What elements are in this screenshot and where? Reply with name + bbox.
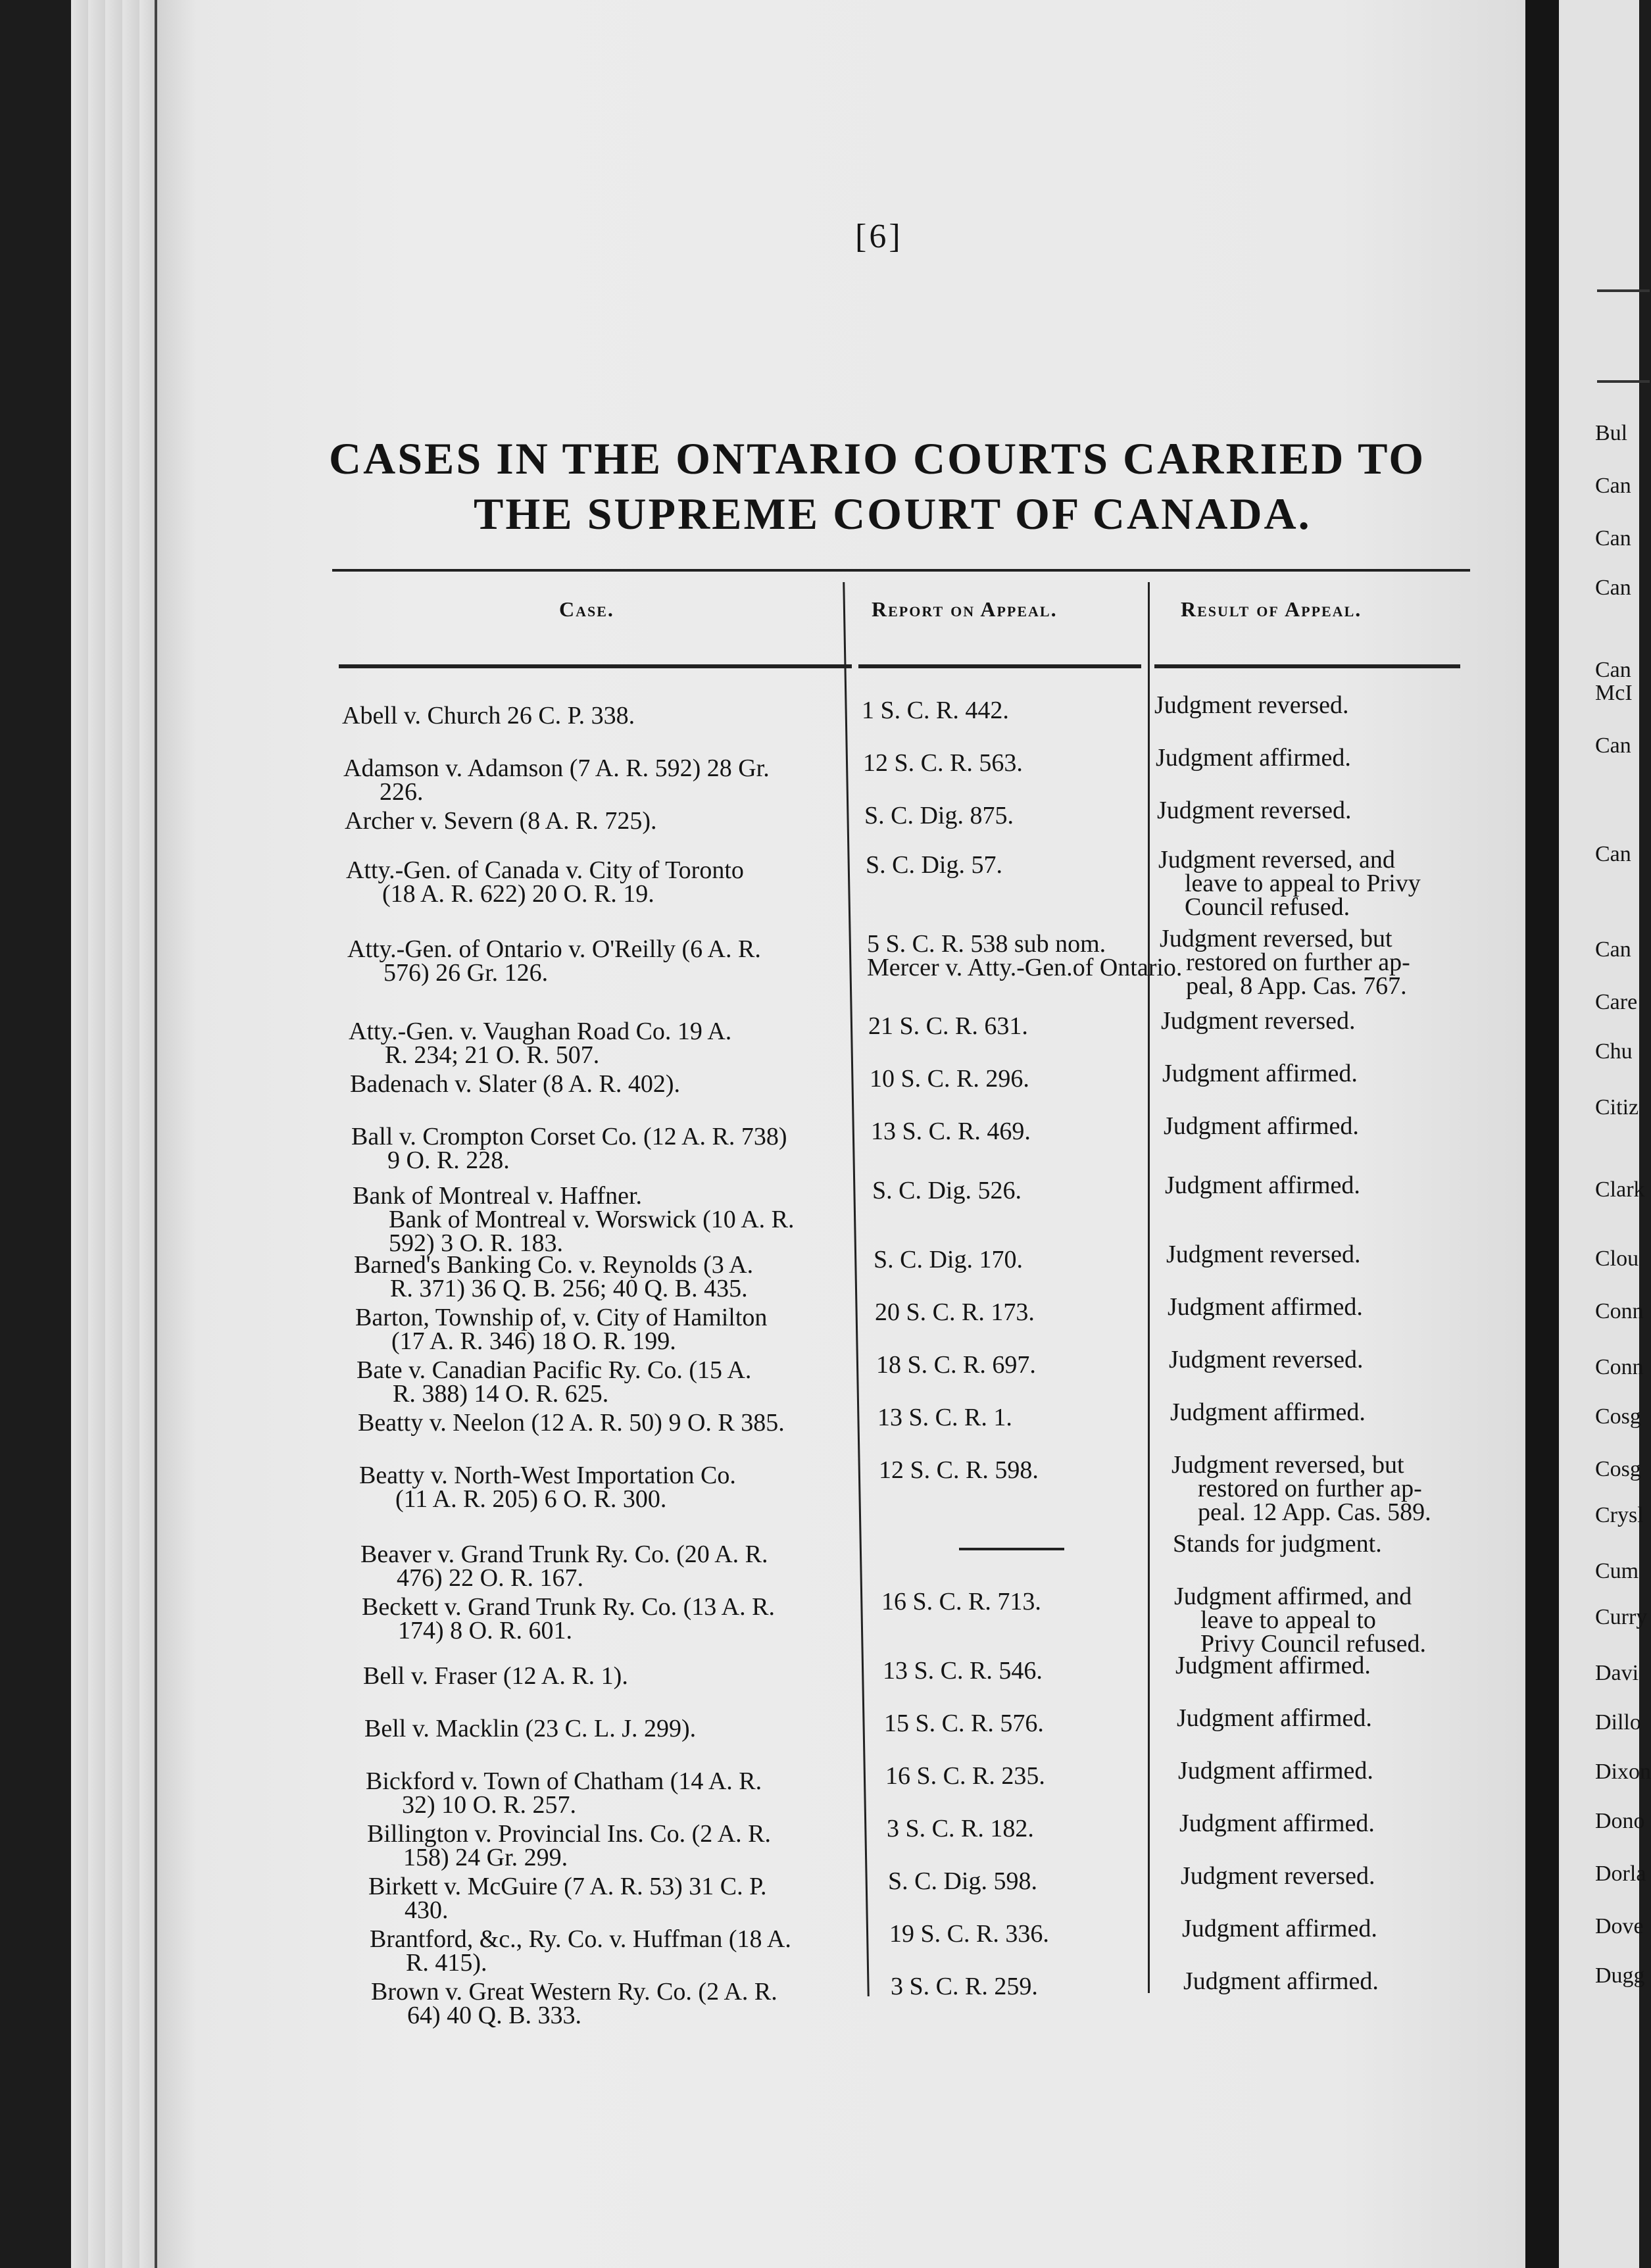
- report-cell-line: Mercer v. Atty.-Gen.: [867, 954, 1073, 981]
- report-cell: [885, 1764, 1045, 1788]
- case-cell-line: Adamson v. Adamson (7 A. R. 592) 28 Gr.: [343, 754, 770, 782]
- report-cell: [891, 1975, 1038, 1998]
- case-cell-line: Archer v. Severn (8 A. R. 725).: [345, 807, 657, 835]
- result-cell-line: Judgment reversed, and: [1158, 846, 1395, 874]
- result-cell: [1174, 1585, 1483, 1656]
- case-cell-line: Beckett v. Grand Trunk Ry. Co. (13 A. R.: [362, 1593, 775, 1621]
- report-cell-line: 1 S. C. R. 442.: [862, 697, 1009, 724]
- facing-page-fragment: Clou: [1595, 1246, 1639, 1271]
- report-cell: [874, 1248, 1023, 1271]
- facing-page-fragment: Cosg: [1595, 1404, 1641, 1429]
- result-cell-line: Judgment affirmed.: [1183, 1967, 1379, 1995]
- result-cell-line: Judgment reversed.: [1157, 797, 1352, 824]
- report-cell-line: S. C. Dig. 526.: [872, 1177, 1022, 1204]
- facing-page-fragment: Bul: [1595, 421, 1628, 445]
- case-cell-line: 592) 3 O. R. 183.: [389, 1229, 563, 1257]
- report-cell: [888, 1869, 1037, 1893]
- result-cell: [1158, 848, 1467, 919]
- result-cell: [1181, 1864, 1490, 1888]
- result-cell-line: Judgment reversed, but: [1171, 1451, 1404, 1479]
- case-cell-line: 158) 24 Gr. 299.: [403, 1844, 568, 1871]
- case-cell-line: Bell v. Fraser (12 A. R. 1).: [363, 1662, 628, 1690]
- case-cell: [367, 1822, 906, 1869]
- report-cell: [877, 1406, 1012, 1429]
- header-rule-result: [1154, 664, 1460, 668]
- case-cell-line: Bate v. Canadian Pacific Ry. Co. (15 A.: [357, 1356, 752, 1384]
- result-cell: [1177, 1706, 1486, 1730]
- report-cell: [862, 699, 1009, 722]
- result-cell: [1166, 1243, 1475, 1266]
- report-cell-line: 13 S. C. R. 1.: [877, 1404, 1012, 1431]
- case-cell-line: (17 A. R. 346) 18 O. R. 199.: [391, 1327, 676, 1355]
- result-cell-line: leave to appeal to: [1200, 1606, 1376, 1634]
- report-cell-line: 15 S. C. R. 576.: [884, 1710, 1044, 1737]
- facing-page-fragment: Clark: [1595, 1177, 1645, 1202]
- case-cell: [347, 937, 887, 985]
- case-cell-line: 174) 8 O. R. 601.: [398, 1617, 572, 1644]
- report-cell-line: S. C. Dig. 170.: [874, 1246, 1023, 1273]
- result-cell-line: Judgment affirmed, and: [1174, 1583, 1412, 1610]
- facing-page-fragment: Crysl: [1595, 1503, 1644, 1527]
- header-rule-case: [339, 664, 852, 668]
- case-cell-line: 64) 40 Q. B. 333.: [407, 2002, 581, 2029]
- result-cell: [1162, 1062, 1471, 1085]
- report-cell-line: 3 S. C. R. 259.: [891, 1973, 1038, 2000]
- case-cell-line: Bickford v. Town of Chatham (14 A. R.: [366, 1767, 762, 1795]
- case-cell: [363, 1664, 902, 1688]
- case-cell-line: 576) 26 Gr. 126.: [383, 959, 549, 987]
- case-cell: [342, 704, 881, 727]
- case-cell-line: Badenach v. Slater (8 A. R. 402).: [350, 1070, 680, 1098]
- case-cell-line: Barned's Banking Co. v. Reynolds (3 A.: [354, 1251, 754, 1279]
- case-cell-line: R. 388) 14 O. R. 625.: [393, 1380, 609, 1408]
- result-cell: [1169, 1348, 1478, 1371]
- result-cell-line: restored on further ap-: [1198, 1475, 1422, 1502]
- report-cell-line: 3 S. C. R. 182.: [887, 1815, 1034, 1842]
- case-cell: [345, 809, 884, 833]
- result-cell-line: restored on further ap-: [1186, 949, 1410, 976]
- result-cell-line: peal, 8 App. Cas. 767.: [1186, 972, 1407, 1000]
- case-cell-line: (11 A. R. 205) 6 O. R. 300.: [395, 1485, 667, 1513]
- column-header-report: Report on Appeal.: [872, 597, 1058, 621]
- report-cell-line: S. C. Dig. 598.: [888, 1867, 1037, 1895]
- report-cell: [889, 1922, 1049, 1946]
- result-cell: [1182, 1917, 1491, 1940]
- result-cell-line: peal. 12 App. Cas. 589.: [1198, 1498, 1431, 1526]
- facing-page-fragment: Can: [1595, 526, 1631, 551]
- result-cell-line: Judgment affirmed.: [1170, 1398, 1366, 1426]
- result-cell: [1170, 1400, 1479, 1424]
- facing-page-fragment: Can: [1595, 842, 1631, 866]
- facing-page-fragment: Care: [1595, 990, 1638, 1014]
- case-cell-line: 32) 10 O. R. 257.: [402, 1791, 576, 1819]
- facing-page-fragment: Cosg: [1595, 1457, 1641, 1481]
- case-cell-line: Abell v. Church 26 C. P. 338.: [342, 702, 635, 729]
- result-cell: [1178, 1759, 1487, 1783]
- result-cell: [1173, 1532, 1482, 1556]
- report-cell: [866, 853, 1002, 877]
- result-cell-line: Judgment reversed.: [1169, 1346, 1364, 1373]
- result-cell-line: Judgment affirmed.: [1179, 1810, 1375, 1837]
- case-cell-line: Beatty v. Neelon (12 A. R. 50) 9 O. R 385.: [358, 1409, 785, 1437]
- result-cell-line: leave to appeal to Privy: [1185, 870, 1421, 897]
- facing-page: [1559, 0, 1651, 2268]
- facing-page-fragment: Conn: [1595, 1355, 1644, 1379]
- case-cell: [351, 1125, 891, 1172]
- case-cell-line: 476) 22 O. R. 167.: [397, 1564, 583, 1592]
- report-cell-line: 16 S. C. R. 235.: [885, 1762, 1045, 1790]
- facing-page-fragment: Dono: [1595, 1809, 1645, 1833]
- result-cell-line: Privy Council refused.: [1200, 1630, 1427, 1658]
- result-cell: [1156, 746, 1465, 770]
- result-cell-line: Judgment affirmed.: [1168, 1293, 1363, 1321]
- report-cell: [875, 1300, 1035, 1324]
- case-cell: [355, 1306, 895, 1353]
- facing-page-fragment: Curry: [1595, 1605, 1648, 1629]
- case-cell-line: Barton, Township of, v. City of Hamilton: [355, 1304, 768, 1331]
- facing-rule: [1597, 289, 1650, 292]
- report-cell-line: 10 S. C. R. 296.: [870, 1065, 1029, 1093]
- case-cell: [364, 1717, 904, 1740]
- report-cell-line: 13 S. C. R. 469.: [871, 1118, 1031, 1145]
- report-pending-dash: [959, 1548, 1064, 1550]
- result-cell-line: Stands for judgment.: [1173, 1530, 1382, 1558]
- case-cell: [354, 1253, 893, 1300]
- report-cell-line: 5 S. C. R. 538 sub nom.: [867, 930, 1106, 958]
- report-cell-line: S. C. Dig. 875.: [864, 802, 1014, 829]
- case-cell-line: Beatty v. North-West Importation Co.: [359, 1462, 736, 1489]
- result-cell: [1171, 1453, 1481, 1524]
- result-cell-line: Judgment affirmed.: [1165, 1171, 1360, 1199]
- case-cell-line: Atty.-Gen. of Canada v. City of Toronto: [346, 856, 744, 884]
- case-cell-line: Billington v. Provincial Ins. Co. (2 A. R.: [367, 1820, 771, 1848]
- case-cell: [366, 1769, 905, 1817]
- case-cell: [343, 756, 883, 804]
- facing-page-fragment: Can: [1595, 733, 1631, 758]
- result-cell: [1160, 927, 1469, 998]
- facing-page-fragment: Dove: [1595, 1914, 1644, 1938]
- result-cell-line: Judgment reversed.: [1161, 1007, 1356, 1035]
- report-cell: [884, 1712, 1044, 1735]
- report-cell: [872, 1179, 1022, 1202]
- report-cell-line: 13 S. C. R. 546.: [883, 1657, 1043, 1685]
- page-title: [329, 431, 1480, 541]
- facing-page-fragment: Can: [1595, 474, 1631, 498]
- case-cell-line: Ball v. Crompton Corset Co. (12 A. R. 738): [351, 1123, 787, 1150]
- report-cell: [883, 1659, 1043, 1683]
- result-cell-line: Judgment affirmed.: [1162, 1060, 1358, 1087]
- report-cell-line: 12 S. C. R. 598.: [879, 1456, 1039, 1484]
- result-cell-line: Judgment affirmed.: [1178, 1757, 1373, 1785]
- case-cell-line: Atty.-Gen. of Ontario v. O'Reilly (6 A. R.: [347, 935, 761, 963]
- case-cell-line: Bank of Montreal v. Worswick (10 A. R.: [389, 1206, 795, 1233]
- result-cell-line: Judgment affirmed.: [1156, 744, 1351, 772]
- case-cell: [346, 858, 885, 906]
- case-cell: [360, 1542, 900, 1590]
- facing-page-fragment: Chu: [1595, 1039, 1633, 1064]
- result-cell-line: Judgment reversed.: [1181, 1862, 1375, 1890]
- result-cell: [1179, 1812, 1489, 1835]
- result-cell-line: Judgment affirmed.: [1164, 1112, 1359, 1140]
- case-cell: [368, 1875, 908, 1922]
- facing-page-fragment: McI: [1595, 681, 1633, 705]
- report-cell: [879, 1458, 1039, 1482]
- title-rule: [332, 569, 1470, 572]
- report-cell-line: 18 S. C. R. 697.: [876, 1351, 1036, 1379]
- report-cell: [881, 1590, 1041, 1614]
- result-cell: [1157, 799, 1466, 822]
- report-cell-line: of Ontario.: [1072, 954, 1183, 981]
- case-cell-line: 9 O. R. 228.: [387, 1146, 510, 1174]
- facing-page-fragment: Cum: [1595, 1559, 1639, 1583]
- report-cell-line: 12 S. C. R. 563.: [863, 749, 1023, 777]
- report-cell: [871, 1120, 1031, 1143]
- facing-page-fragment: Davi: [1595, 1661, 1639, 1685]
- result-cell-line: Judgment reversed.: [1166, 1241, 1361, 1268]
- column-header-result: Result of Appeal.: [1181, 597, 1362, 621]
- title-line-1: CASES IN THE ONTARIO COURTS CARRIED TO: [329, 433, 1426, 483]
- case-cell-line: Bell v. Macklin (23 C. L. J. 299).: [364, 1715, 697, 1742]
- report-cell: [887, 1817, 1034, 1840]
- report-cell: [867, 932, 1182, 979]
- facing-page-fragment: Citiz: [1595, 1095, 1639, 1120]
- case-cell: [350, 1072, 889, 1096]
- result-cell-line: Judgment affirmed.: [1175, 1652, 1371, 1679]
- column-divider-2: [1148, 582, 1150, 1993]
- report-cell: [876, 1353, 1036, 1377]
- case-cell: [353, 1184, 892, 1255]
- page-number: [6]: [855, 218, 903, 255]
- case-cell: [357, 1358, 896, 1406]
- case-cell-line: (18 A. R. 622) 20 O. R. 19.: [382, 880, 654, 908]
- facing-page-fragment: Conn: [1595, 1299, 1644, 1323]
- page-gutter: [1523, 0, 1559, 2268]
- facing-page-fragment: Dixon: [1595, 1760, 1651, 1784]
- case-cell-line: R. 415).: [406, 1949, 487, 1977]
- report-cell: [870, 1067, 1029, 1091]
- result-cell: [1165, 1173, 1474, 1197]
- case-cell-line: Atty.-Gen. v. Vaughan Road Co. 19 A.: [349, 1018, 732, 1045]
- facing-page-fragment: Dillo: [1595, 1710, 1641, 1735]
- report-cell-line: 19 S. C. R. 336.: [889, 1920, 1049, 1948]
- result-cell: [1164, 1114, 1473, 1138]
- facing-page-fragment: Can: [1595, 576, 1631, 600]
- case-cell-line: Bank of Montreal v. Haffner.: [353, 1182, 643, 1210]
- case-cell: [362, 1595, 901, 1642]
- facing-page-fragment: Can: [1595, 658, 1631, 682]
- report-cell: [868, 1014, 1028, 1038]
- report-cell: [864, 804, 1014, 827]
- report-cell-line: 20 S. C. R. 173.: [875, 1298, 1035, 1326]
- result-cell-line: Judgment affirmed.: [1182, 1915, 1377, 1942]
- result-cell: [1175, 1654, 1485, 1677]
- result-cell: [1154, 693, 1464, 717]
- case-cell-line: Brantford, &c., Ry. Co. v. Huffman (18 A.: [370, 1925, 791, 1953]
- case-cell: [349, 1020, 888, 1067]
- case-cell: [371, 1980, 910, 2027]
- result-cell-line: Judgment affirmed.: [1177, 1704, 1372, 1732]
- case-cell-line: Brown v. Great Western Ry. Co. (2 A. R.: [371, 1978, 777, 2006]
- case-cell: [358, 1411, 897, 1435]
- case-cell: [370, 1927, 909, 1975]
- case-cell-line: Birkett v. McGuire (7 A. R. 53) 31 C. P.: [368, 1873, 767, 1900]
- column-header-case: Case.: [559, 597, 614, 621]
- case-cell: [359, 1464, 899, 1511]
- result-cell: [1183, 1969, 1492, 1993]
- report-cell: [863, 751, 1023, 775]
- facing-page-fragment: Can: [1595, 937, 1631, 962]
- result-cell-line: Council refused.: [1185, 893, 1350, 921]
- case-cell-line: Beaver v. Grand Trunk Ry. Co. (20 A. R.: [360, 1541, 768, 1568]
- result-cell: [1161, 1009, 1470, 1033]
- facing-rule: [1597, 380, 1650, 383]
- title-line-2: THE SUPREME COURT OF CANADA.: [474, 489, 1312, 539]
- facing-page-fragment: Dugg: [1595, 1963, 1645, 1988]
- report-cell-line: 16 S. C. R. 713.: [881, 1588, 1041, 1615]
- result-cell-line: Judgment reversed.: [1154, 691, 1349, 719]
- report-cell-line: S. C. Dig. 57.: [866, 851, 1002, 879]
- facing-page-fragment: Dorla: [1595, 1861, 1646, 1886]
- case-cell-line: R. 234; 21 O. R. 507.: [385, 1041, 600, 1069]
- result-cell-line: Judgment reversed, but: [1160, 925, 1392, 952]
- case-cell-line: 430.: [405, 1896, 449, 1924]
- case-cell-line: 226.: [380, 778, 424, 806]
- report-cell-line: 21 S. C. R. 631.: [868, 1012, 1028, 1040]
- result-cell: [1168, 1295, 1477, 1319]
- header-rule-report: [858, 664, 1141, 668]
- case-cell-line: R. 371) 36 Q. B. 256; 40 Q. B. 435.: [390, 1275, 748, 1302]
